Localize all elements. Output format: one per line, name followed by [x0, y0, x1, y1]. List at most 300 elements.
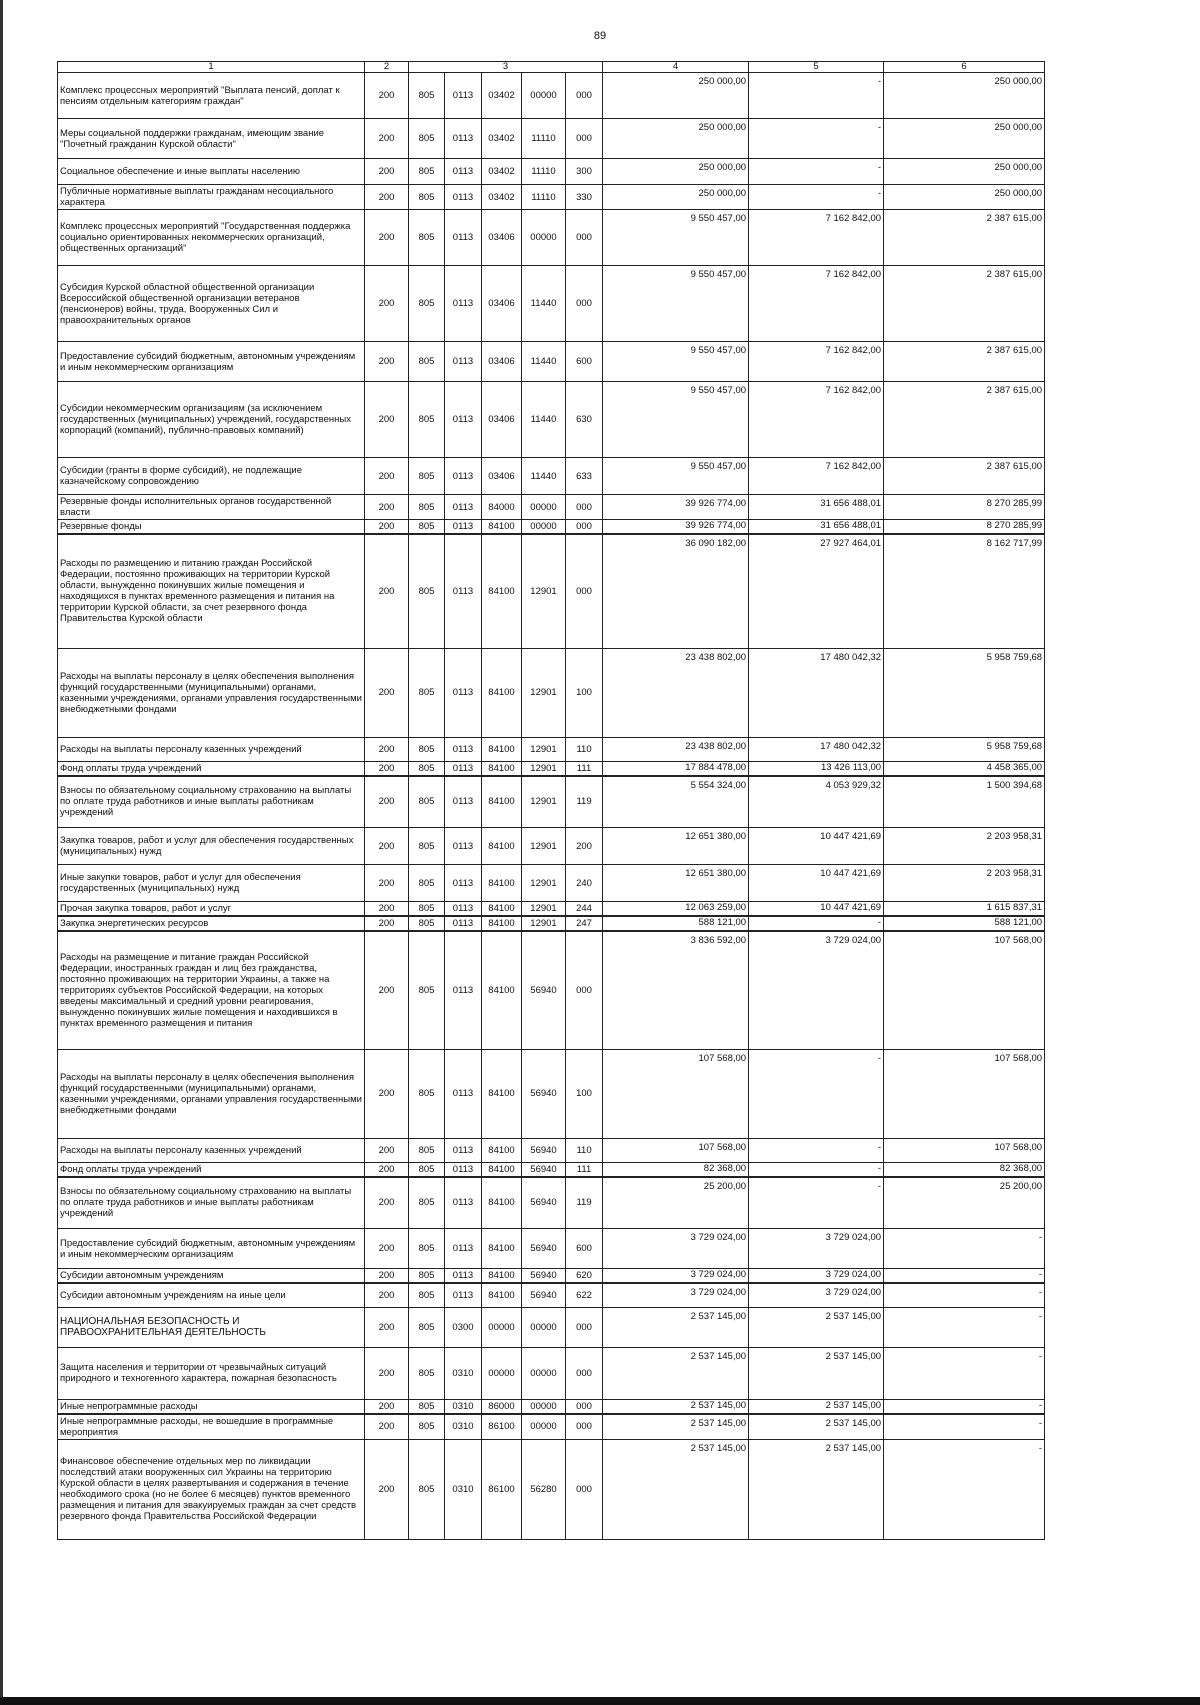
table-row — [58, 1439, 1045, 1539]
code-section: 200 — [365, 902, 409, 917]
table-row — [58, 159, 1045, 185]
value-col-5: 17 480 042,32 — [749, 737, 884, 761]
code-expense-type: 111 — [566, 1162, 603, 1177]
code-program: 86000 — [482, 1399, 522, 1414]
value-col-4: 2 537 145,00 — [603, 1399, 749, 1414]
value-col-4: 9 550 457,00 — [603, 210, 749, 266]
table-row — [58, 1177, 1045, 1229]
code-expense-type: 000 — [566, 1399, 603, 1414]
row-name: Предоставление субсидий бюджетным, автономным учреждениям и иным некоммерческим организациям — [58, 342, 365, 382]
code-expense-type: 600 — [566, 342, 603, 382]
table-row — [58, 1269, 1045, 1284]
value-col-6: 82 368,00 — [884, 1162, 1045, 1177]
code-section: 200 — [365, 865, 409, 902]
header-col-4: 4 — [603, 62, 749, 73]
value-col-6: - — [884, 1439, 1045, 1539]
value-col-5: - — [749, 1049, 884, 1138]
value-col-4: 9 550 457,00 — [603, 266, 749, 342]
value-col-6: - — [884, 1399, 1045, 1414]
row-name: Закупка энергетических ресурсов — [58, 916, 365, 931]
code-program: 84100 — [482, 776, 522, 828]
code-direction: 00000 — [522, 210, 566, 266]
code-direction: 12901 — [522, 828, 566, 865]
code-subsection: 0113 — [445, 737, 482, 761]
value-col-6: 1 500 394,68 — [884, 776, 1045, 828]
code-section: 200 — [365, 1049, 409, 1138]
table-row — [58, 495, 1045, 520]
code-program: 84100 — [482, 1177, 522, 1229]
code-direction: 00000 — [522, 1399, 566, 1414]
value-col-4: 3 729 024,00 — [603, 1283, 749, 1307]
code-section: 200 — [365, 495, 409, 520]
row-name: Финансовое обеспечение отдельных мер по ликвидации последствий атаки вооруженных сил Украины на территорию Курской области в целях развертывания и содержания в течение необходимого срока (но не более 6 месяцев) пунктов временного размещения и питания для эвакуируемых граждан за счет средств резервного фонда Правительства Российской Федерации — [58, 1439, 365, 1539]
value-col-4: 588 121,00 — [603, 916, 749, 931]
table-row — [58, 828, 1045, 865]
value-col-4: 107 568,00 — [603, 1138, 749, 1162]
value-col-6: - — [884, 1347, 1045, 1399]
row-name: Субсидии некоммерческим организациям (за исключением государственных (муниципальных) учреждений, государственных корпораций (компаний), публично-правовых компаний) — [58, 382, 365, 458]
code-ministry: 805 — [409, 902, 445, 917]
code-subsection: 0113 — [445, 648, 482, 737]
table-row — [58, 1138, 1045, 1162]
code-direction: 56940 — [522, 1049, 566, 1138]
table-row — [58, 534, 1045, 648]
code-subsection: 0113 — [445, 458, 482, 495]
value-col-4: 2 537 145,00 — [603, 1439, 749, 1539]
code-ministry: 805 — [409, 1414, 445, 1440]
row-name: Субсидии автономным учреждениям на иные цели — [58, 1283, 365, 1307]
value-col-5: 3 729 024,00 — [749, 931, 884, 1049]
code-direction: 56280 — [522, 1439, 566, 1539]
code-direction: 11440 — [522, 458, 566, 495]
code-section: 200 — [365, 761, 409, 776]
value-col-5: 7 162 842,00 — [749, 266, 884, 342]
code-program: 03402 — [482, 73, 522, 119]
code-section: 200 — [365, 737, 409, 761]
row-name: Меры социальной поддержки гражданам, имеющим звание "Почетный гражданин Курской области" — [58, 119, 365, 159]
value-col-5: 17 480 042,32 — [749, 648, 884, 737]
code-expense-type: 000 — [566, 534, 603, 648]
code-subsection: 0113 — [445, 342, 482, 382]
code-subsection: 0113 — [445, 931, 482, 1049]
code-subsection: 0113 — [445, 382, 482, 458]
table-row — [58, 342, 1045, 382]
code-program: 84100 — [482, 534, 522, 648]
code-program: 84100 — [482, 1283, 522, 1307]
value-col-4: 3 729 024,00 — [603, 1229, 749, 1269]
table-row — [58, 210, 1045, 266]
value-col-5: 4 053 929,32 — [749, 776, 884, 828]
code-ministry: 805 — [409, 382, 445, 458]
code-program: 03406 — [482, 382, 522, 458]
value-col-4: 250 000,00 — [603, 119, 749, 159]
value-col-5: - — [749, 1138, 884, 1162]
code-program: 84100 — [482, 1162, 522, 1177]
value-col-4: 2 537 145,00 — [603, 1307, 749, 1347]
table-row — [58, 266, 1045, 342]
code-subsection: 0113 — [445, 1049, 482, 1138]
value-col-5: 27 927 464,01 — [749, 534, 884, 648]
value-col-6: 2 387 615,00 — [884, 342, 1045, 382]
value-col-6: 250 000,00 — [884, 119, 1045, 159]
value-col-5: 2 537 145,00 — [749, 1347, 884, 1399]
value-col-4: 23 438 802,00 — [603, 737, 749, 761]
code-subsection: 0113 — [445, 520, 482, 535]
code-program: 86100 — [482, 1414, 522, 1440]
header-col-2: 2 — [365, 62, 409, 73]
code-expense-type: 000 — [566, 266, 603, 342]
value-col-6: - — [884, 1414, 1045, 1440]
value-col-4: 2 537 145,00 — [603, 1347, 749, 1399]
value-col-4: 3 729 024,00 — [603, 1269, 749, 1284]
code-ministry: 805 — [409, 1049, 445, 1138]
row-name: Комплекс процессных мероприятий "Выплата пенсий, доплат к пенсиям отдельным категориям граждан" — [58, 73, 365, 119]
code-subsection: 0113 — [445, 534, 482, 648]
code-expense-type: 110 — [566, 1138, 603, 1162]
value-col-4: 39 926 774,00 — [603, 495, 749, 520]
code-direction: 56940 — [522, 1177, 566, 1229]
table-row — [58, 119, 1045, 159]
value-col-5: 2 537 145,00 — [749, 1439, 884, 1539]
code-subsection: 0113 — [445, 776, 482, 828]
code-expense-type: 000 — [566, 931, 603, 1049]
code-expense-type: 300 — [566, 159, 603, 185]
code-subsection: 0113 — [445, 1283, 482, 1307]
code-subsection: 0113 — [445, 902, 482, 917]
table-row — [58, 185, 1045, 210]
row-name: НАЦИОНАЛЬНАЯ БЕЗОПАСНОСТЬ И ПРАВООХРАНИТЕЛЬНАЯ ДЕЯТЕЛЬНОСТЬ — [58, 1307, 365, 1347]
code-subsection: 0113 — [445, 73, 482, 119]
code-expense-type: 000 — [566, 495, 603, 520]
code-expense-type: 000 — [566, 520, 603, 535]
code-expense-type: 100 — [566, 1049, 603, 1138]
code-subsection: 0113 — [445, 185, 482, 210]
code-direction: 00000 — [522, 495, 566, 520]
table-row — [58, 1049, 1045, 1138]
code-section: 200 — [365, 73, 409, 119]
value-col-5: - — [749, 916, 884, 931]
value-col-6: 2 387 615,00 — [884, 210, 1045, 266]
code-ministry: 805 — [409, 648, 445, 737]
code-subsection: 0113 — [445, 1177, 482, 1229]
code-section: 200 — [365, 210, 409, 266]
value-col-5: 13 426 113,00 — [749, 761, 884, 776]
row-name: Резервные фонды исполнительных органов государственной власти — [58, 495, 365, 520]
row-name: Публичные нормативные выплаты гражданам несоциального характера — [58, 185, 365, 210]
code-section: 200 — [365, 931, 409, 1049]
code-direction: 12901 — [522, 776, 566, 828]
code-program: 84100 — [482, 902, 522, 917]
value-col-5: - — [749, 119, 884, 159]
value-col-6: - — [884, 1283, 1045, 1307]
code-ministry: 805 — [409, 737, 445, 761]
code-section: 200 — [365, 1269, 409, 1284]
code-ministry: 805 — [409, 342, 445, 382]
row-name: Субсидия Курской областной общественной организации Всероссийской общественной организации ветеранов (пенсионеров) войны, труда, Вооруженных Сил и правоохранительных органов — [58, 266, 365, 342]
value-col-6: 8 270 285,99 — [884, 520, 1045, 535]
value-col-6: 5 958 759,68 — [884, 737, 1045, 761]
code-program: 03402 — [482, 119, 522, 159]
value-col-6: 250 000,00 — [884, 185, 1045, 210]
code-direction: 56940 — [522, 931, 566, 1049]
code-ministry: 805 — [409, 520, 445, 535]
code-expense-type: 110 — [566, 737, 603, 761]
code-expense-type: 119 — [566, 776, 603, 828]
code-direction: 11110 — [522, 119, 566, 159]
row-name: Предоставление субсидий бюджетным, автономным учреждениям и иным некоммерческим организациям — [58, 1229, 365, 1269]
code-section: 200 — [365, 1283, 409, 1307]
value-col-6: 2 203 958,31 — [884, 865, 1045, 902]
code-subsection: 0113 — [445, 1162, 482, 1177]
code-expense-type: 200 — [566, 828, 603, 865]
code-expense-type: 247 — [566, 916, 603, 931]
value-col-5: 7 162 842,00 — [749, 210, 884, 266]
value-col-4: 250 000,00 — [603, 73, 749, 119]
code-direction: 56940 — [522, 1138, 566, 1162]
code-section: 200 — [365, 1162, 409, 1177]
code-ministry: 805 — [409, 458, 445, 495]
code-section: 200 — [365, 1347, 409, 1399]
code-section: 200 — [365, 776, 409, 828]
code-subsection: 0113 — [445, 1269, 482, 1284]
code-expense-type: 000 — [566, 119, 603, 159]
code-program: 84100 — [482, 1138, 522, 1162]
code-direction: 12901 — [522, 737, 566, 761]
value-col-4: 2 537 145,00 — [603, 1414, 749, 1440]
code-program: 00000 — [482, 1347, 522, 1399]
code-program: 03402 — [482, 185, 522, 210]
table-row — [58, 931, 1045, 1049]
code-section: 200 — [365, 185, 409, 210]
row-name: Фонд оплаты труда учреждений — [58, 1162, 365, 1177]
code-direction: 56940 — [522, 1162, 566, 1177]
row-name: Иные непрограммные расходы — [58, 1399, 365, 1414]
value-col-5: - — [749, 159, 884, 185]
code-direction: 11110 — [522, 185, 566, 210]
table-row — [58, 73, 1045, 119]
code-section: 200 — [365, 1414, 409, 1440]
value-col-4: 25 200,00 — [603, 1177, 749, 1229]
code-expense-type: 000 — [566, 1439, 603, 1539]
code-expense-type: 633 — [566, 458, 603, 495]
value-col-6: - — [884, 1229, 1045, 1269]
code-section: 200 — [365, 828, 409, 865]
code-program: 86100 — [482, 1439, 522, 1539]
code-section: 200 — [365, 916, 409, 931]
value-col-4: 82 368,00 — [603, 1162, 749, 1177]
code-direction: 12901 — [522, 865, 566, 902]
value-col-6: 2 203 958,31 — [884, 828, 1045, 865]
table-row — [58, 1347, 1045, 1399]
code-ministry: 805 — [409, 1138, 445, 1162]
row-name: Субсидии (гранты в форме субсидий), не подлежащие казначейскому сопровождению — [58, 458, 365, 495]
header-col-1: 1 — [58, 62, 365, 73]
table-row — [58, 1229, 1045, 1269]
code-direction: 00000 — [522, 520, 566, 535]
code-ministry: 805 — [409, 1177, 445, 1229]
code-section: 200 — [365, 458, 409, 495]
code-section: 200 — [365, 266, 409, 342]
code-subsection: 0113 — [445, 266, 482, 342]
code-subsection: 0113 — [445, 119, 482, 159]
value-col-6: 5 958 759,68 — [884, 648, 1045, 737]
code-ministry: 805 — [409, 865, 445, 902]
table-row — [58, 648, 1045, 737]
value-col-4: 12 063 259,00 — [603, 902, 749, 917]
code-subsection: 0113 — [445, 210, 482, 266]
row-name: Взносы по обязательному социальному страхованию на выплаты по оплате труда работников и иные выплаты работникам учреждений — [58, 1177, 365, 1229]
code-ministry: 805 — [409, 534, 445, 648]
value-col-5: 10 447 421,69 — [749, 902, 884, 917]
code-program: 03406 — [482, 210, 522, 266]
table-body — [58, 73, 1045, 1540]
row-name: Фонд оплаты труда учреждений — [58, 761, 365, 776]
table-row — [58, 1399, 1045, 1414]
value-col-5: 2 537 145,00 — [749, 1307, 884, 1347]
value-col-6: 25 200,00 — [884, 1177, 1045, 1229]
code-section: 200 — [365, 1307, 409, 1347]
table-row — [58, 1162, 1045, 1177]
row-name: Взносы по обязательному социальному страхованию на выплаты по оплате труда работников и иные выплаты работникам учреждений — [58, 776, 365, 828]
code-program: 03406 — [482, 266, 522, 342]
header-row — [58, 62, 1045, 73]
code-direction: 00000 — [522, 73, 566, 119]
value-col-6: 4 458 365,00 — [884, 761, 1045, 776]
code-expense-type: 000 — [566, 1347, 603, 1399]
value-col-4: 107 568,00 — [603, 1049, 749, 1138]
row-name: Защита населения и территории от чрезвычайных ситуаций природного и техногенного характера, пожарная безопасность — [58, 1347, 365, 1399]
value-col-5: - — [749, 185, 884, 210]
value-col-4: 36 090 182,00 — [603, 534, 749, 648]
code-section: 200 — [365, 1138, 409, 1162]
code-direction: 56940 — [522, 1269, 566, 1284]
table-row — [58, 902, 1045, 917]
code-direction: 12901 — [522, 648, 566, 737]
code-expense-type: 620 — [566, 1269, 603, 1284]
code-ministry: 805 — [409, 1229, 445, 1269]
value-col-5: 10 447 421,69 — [749, 828, 884, 865]
code-section: 200 — [365, 119, 409, 159]
code-section: 200 — [365, 342, 409, 382]
value-col-5: - — [749, 1177, 884, 1229]
code-subsection: 0113 — [445, 761, 482, 776]
table-row — [58, 916, 1045, 931]
code-section: 200 — [365, 1177, 409, 1229]
code-program: 84100 — [482, 865, 522, 902]
code-section: 200 — [365, 1229, 409, 1269]
header-col-6: 6 — [884, 62, 1045, 73]
table-row — [58, 1307, 1045, 1347]
row-name: Социальное обеспечение и иные выплаты населению — [58, 159, 365, 185]
code-direction: 00000 — [522, 1347, 566, 1399]
value-col-6: 1 615 837,31 — [884, 902, 1045, 917]
code-ministry: 805 — [409, 931, 445, 1049]
row-name: Расходы на размещение и питание граждан Российской Федерации, иностранных граждан и лиц без гражданства, постоянно проживающих на территории Украины, а также на территориях субъектов Российской Федерации, на которых введены максимальный и средний уровни реагирования, вынужденно покинувших жилые помещения и находившихся в пунктах временного размещения и питания — [58, 931, 365, 1049]
code-ministry: 805 — [409, 828, 445, 865]
code-ministry: 805 — [409, 1283, 445, 1307]
code-direction: 12901 — [522, 916, 566, 931]
code-program: 03402 — [482, 159, 522, 185]
code-expense-type: 622 — [566, 1283, 603, 1307]
value-col-5: 31 656 488,01 — [749, 520, 884, 535]
code-ministry: 805 — [409, 1162, 445, 1177]
code-expense-type: 000 — [566, 1307, 603, 1347]
value-col-5: 2 537 145,00 — [749, 1399, 884, 1414]
code-direction: 12901 — [522, 902, 566, 917]
value-col-6: 107 568,00 — [884, 1138, 1045, 1162]
code-subsection: 0310 — [445, 1414, 482, 1440]
table-row — [58, 776, 1045, 828]
row-name: Прочая закупка товаров, работ и услуг — [58, 902, 365, 917]
value-col-5: 3 729 024,00 — [749, 1283, 884, 1307]
scan-edge — [0, 0, 3, 1705]
code-ministry: 805 — [409, 1399, 445, 1414]
value-col-6: - — [884, 1269, 1045, 1284]
code-ministry: 805 — [409, 119, 445, 159]
code-section: 200 — [365, 648, 409, 737]
code-subsection: 0300 — [445, 1307, 482, 1347]
code-program: 84100 — [482, 761, 522, 776]
table-row — [58, 865, 1045, 902]
code-program: 84100 — [482, 931, 522, 1049]
table-row — [58, 1283, 1045, 1307]
row-name: Закупка товаров, работ и услуг для обеспечения государственных (муниципальных) нужд — [58, 828, 365, 865]
code-section: 200 — [365, 382, 409, 458]
code-direction: 11440 — [522, 266, 566, 342]
value-col-6: 250 000,00 — [884, 73, 1045, 119]
code-direction: 00000 — [522, 1414, 566, 1440]
code-expense-type: 600 — [566, 1229, 603, 1269]
value-col-4: 23 438 802,00 — [603, 648, 749, 737]
code-subsection: 0113 — [445, 1138, 482, 1162]
code-ministry: 805 — [409, 1347, 445, 1399]
code-ministry: 805 — [409, 1307, 445, 1347]
table-row — [58, 1414, 1045, 1440]
code-subsection: 0310 — [445, 1347, 482, 1399]
header-col-5: 5 — [749, 62, 884, 73]
value-col-5: - — [749, 73, 884, 119]
scan-edge-bottom — [0, 1697, 1200, 1705]
value-col-5: - — [749, 1162, 884, 1177]
value-col-4: 39 926 774,00 — [603, 520, 749, 535]
code-direction: 11440 — [522, 342, 566, 382]
value-col-4: 17 884 478,00 — [603, 761, 749, 776]
code-subsection: 0310 — [445, 1439, 482, 1539]
code-program: 84100 — [482, 1049, 522, 1138]
value-col-6: 8 270 285,99 — [884, 495, 1045, 520]
value-col-5: 2 537 145,00 — [749, 1414, 884, 1440]
code-subsection: 0310 — [445, 1399, 482, 1414]
value-col-4: 250 000,00 — [603, 159, 749, 185]
code-ministry: 805 — [409, 761, 445, 776]
value-col-4: 12 651 380,00 — [603, 828, 749, 865]
row-name: Расходы по размещению и питанию граждан Российской Федерации, постоянно проживающих на территории Курской области, вынужденно покинувших жилые помещения и находящихся в пунктах временного размещения и питания на территории Курской области, за счет резервного фонда Правительства Курской области — [58, 534, 365, 648]
value-col-6: 8 162 717,99 — [884, 534, 1045, 648]
code-ministry: 805 — [409, 916, 445, 931]
code-section: 200 — [365, 534, 409, 648]
value-col-6: 2 387 615,00 — [884, 266, 1045, 342]
code-ministry: 805 — [409, 1439, 445, 1539]
value-col-6: 588 121,00 — [884, 916, 1045, 931]
value-col-5: 10 447 421,69 — [749, 865, 884, 902]
code-expense-type: 630 — [566, 382, 603, 458]
code-ministry: 805 — [409, 185, 445, 210]
code-subsection: 0113 — [445, 865, 482, 902]
code-ministry: 805 — [409, 159, 445, 185]
value-col-4: 9 550 457,00 — [603, 458, 749, 495]
code-direction: 11440 — [522, 382, 566, 458]
value-col-4: 12 651 380,00 — [603, 865, 749, 902]
